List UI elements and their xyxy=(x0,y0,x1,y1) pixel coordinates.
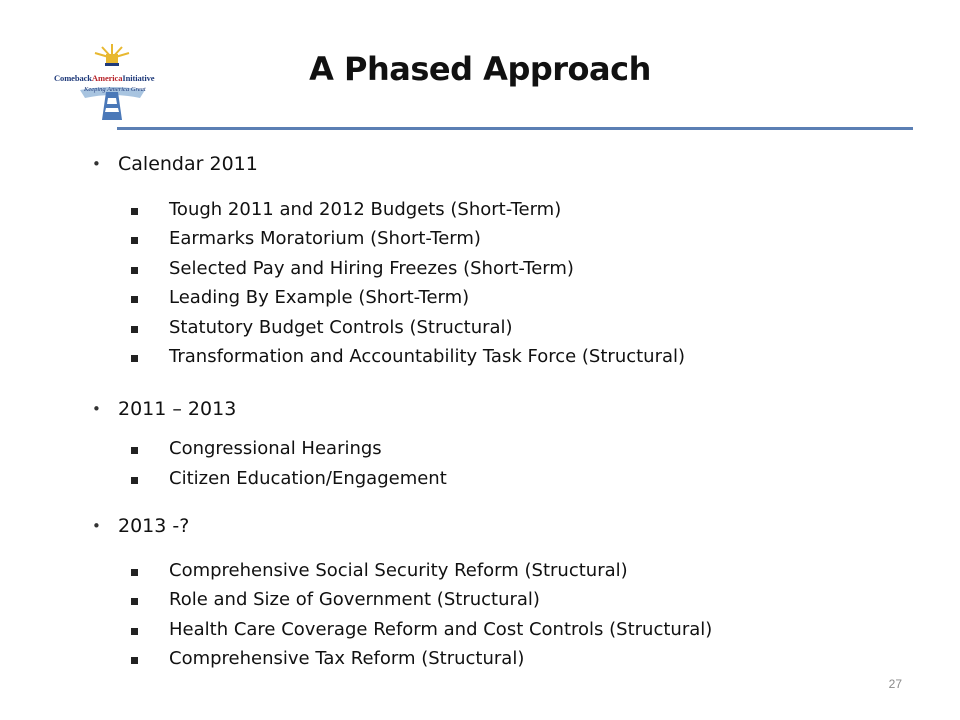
title-divider xyxy=(117,127,913,130)
page-number: 27 xyxy=(888,677,902,691)
square-bullet-icon xyxy=(131,657,138,664)
bullet-dot-icon: • xyxy=(92,517,101,535)
square-bullet-icon xyxy=(131,326,138,333)
logo-tagline: Keeping America Great xyxy=(84,86,146,93)
slide-title: A Phased Approach xyxy=(309,50,651,88)
square-bullet-icon xyxy=(131,267,138,274)
bullet-dot-icon: • xyxy=(92,400,101,418)
square-bullet-icon xyxy=(131,598,138,605)
logo-wordmark: ComebackAmericaInitiative xyxy=(54,73,155,83)
square-bullet-icon xyxy=(131,355,138,362)
square-bullet-icon xyxy=(131,477,138,484)
square-bullet-icon xyxy=(131,628,138,635)
square-bullet-icon xyxy=(131,569,138,576)
square-bullet-icon xyxy=(131,208,138,215)
square-bullet-icon xyxy=(131,237,138,244)
square-bullet-icon xyxy=(131,296,138,303)
square-bullet-icon xyxy=(131,447,138,454)
bullet-dot-icon: • xyxy=(92,155,101,173)
